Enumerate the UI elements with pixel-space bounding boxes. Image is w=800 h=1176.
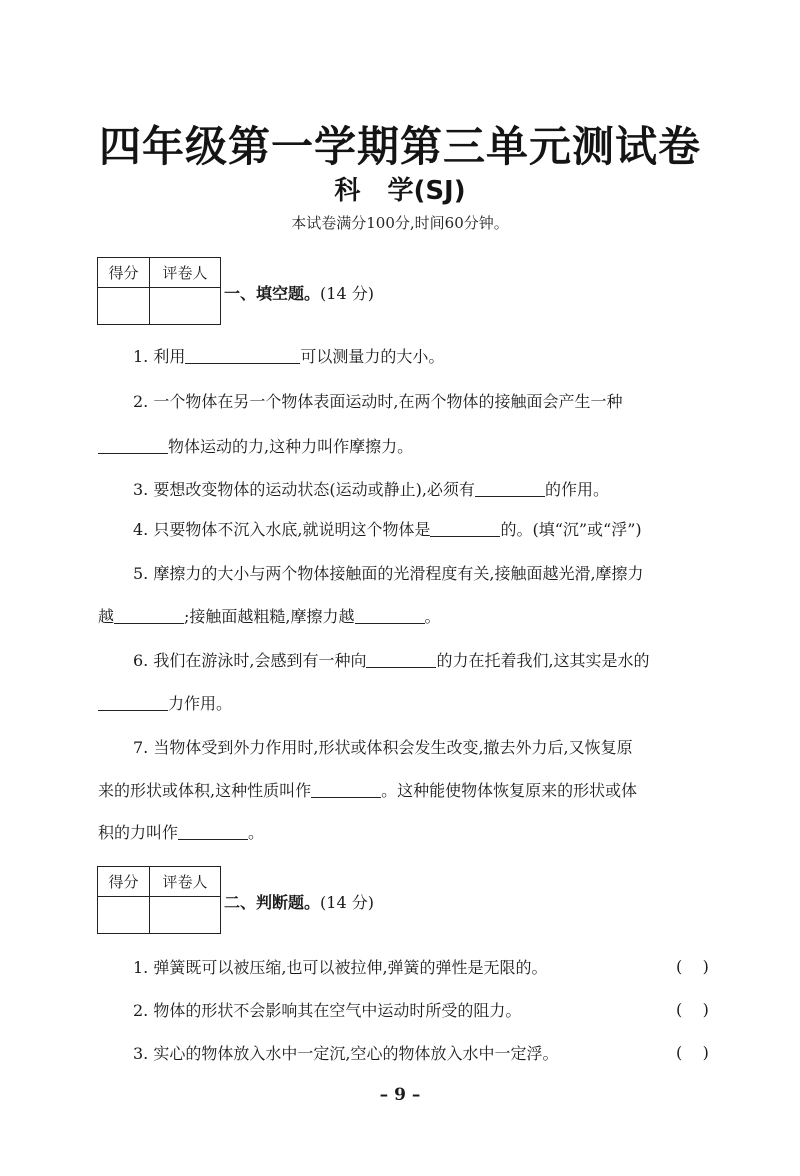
- section2-title: 二、判断题。: [224, 893, 321, 912]
- question-3: 3. 要想改变物体的运动状态(运动或静止),必须有 的作用。: [133, 480, 609, 499]
- score-cell[interactable]: [98, 288, 150, 324]
- question-7-cont2: 积的力叫作 。: [98, 823, 265, 842]
- score-box-section1: [97, 257, 221, 325]
- answer-blank[interactable]: [430, 521, 500, 537]
- question-2: 2. 一个物体在另一个物体表面运动时,在两个物体的接触面会产生一种: [133, 392, 623, 411]
- answer-blank[interactable]: [366, 652, 436, 668]
- judge-item-3: 3. 实心的物体放入水中一定沉,空心的物体放入水中一定浮。: [133, 1044, 559, 1063]
- answer-blank[interactable]: [311, 782, 381, 798]
- exam-note: 本试卷满分100分,时间60分钟。: [291, 214, 509, 232]
- answer-blank[interactable]: [355, 608, 425, 624]
- question-2-cont: 物体运动的力,这种力叫作摩擦力。: [98, 436, 413, 458]
- score-label: 得分: [98, 258, 150, 288]
- grader-label: 评卷人: [150, 867, 220, 897]
- question-4: 4. 只要物体不沉入水底,就说明这个物体是 的。(填“沉”或“浮”): [133, 520, 642, 539]
- page-number: – 9 –: [379, 1085, 421, 1105]
- score-box-section2: [97, 866, 221, 934]
- answer-paren-3[interactable]: ( ): [676, 1043, 709, 1062]
- score-label: 得分: [98, 867, 150, 897]
- grader-label: 评卷人: [150, 258, 220, 288]
- question-6-cont: 力作用。: [98, 693, 232, 715]
- question-5: 5. 摩擦力的大小与两个物体接触面的光滑程度有关,接触面越光滑,摩擦力: [133, 564, 644, 583]
- answer-blank[interactable]: [475, 481, 545, 497]
- section2-heading: [224, 890, 374, 913]
- section1-points: (14 分): [320, 284, 374, 303]
- section2-points: (14 分): [320, 893, 374, 912]
- answer-blank[interactable]: [178, 824, 248, 840]
- question-7: 7. 当物体受到外力作用时,形状或体积会发生改变,撤去外力后,又恢复原: [133, 738, 633, 757]
- subject-title: 科 学(SJ): [334, 176, 466, 206]
- answer-paren-2[interactable]: ( ): [676, 1000, 709, 1019]
- answer-blank[interactable]: [185, 348, 300, 364]
- page-title: 四年级第一学期第三单元测试卷: [98, 122, 701, 171]
- section1-title: 一、填空题。: [224, 284, 321, 303]
- grader-cell[interactable]: [150, 288, 220, 324]
- question-6: 6. 我们在游泳时,会感到有一种向 的力在托着我们,这其实是水的: [133, 651, 650, 670]
- question-1: 1. 利用 可以测量力的大小。: [133, 347, 445, 366]
- question-5-cont: 越 ;接触面越粗糙,摩擦力越 。: [98, 607, 441, 626]
- answer-blank[interactable]: [98, 695, 168, 711]
- section1-heading: [224, 281, 374, 304]
- question-7-cont1: 来的形状或体积,这种性质叫作 。这种能使物体恢复原来的形状或体: [98, 781, 638, 800]
- judge-item-2: 2. 物体的形状不会影响其在空气中运动时所受的阻力。: [133, 1001, 522, 1020]
- judge-item-1: 1. 弹簧既可以被压缩,也可以被拉伸,弹簧的弹性是无限的。: [133, 958, 548, 977]
- answer-blank[interactable]: [98, 438, 168, 454]
- score-cell[interactable]: [98, 897, 150, 933]
- grader-cell[interactable]: [150, 897, 220, 933]
- answer-paren-1[interactable]: ( ): [676, 957, 709, 976]
- answer-blank[interactable]: [114, 608, 184, 624]
